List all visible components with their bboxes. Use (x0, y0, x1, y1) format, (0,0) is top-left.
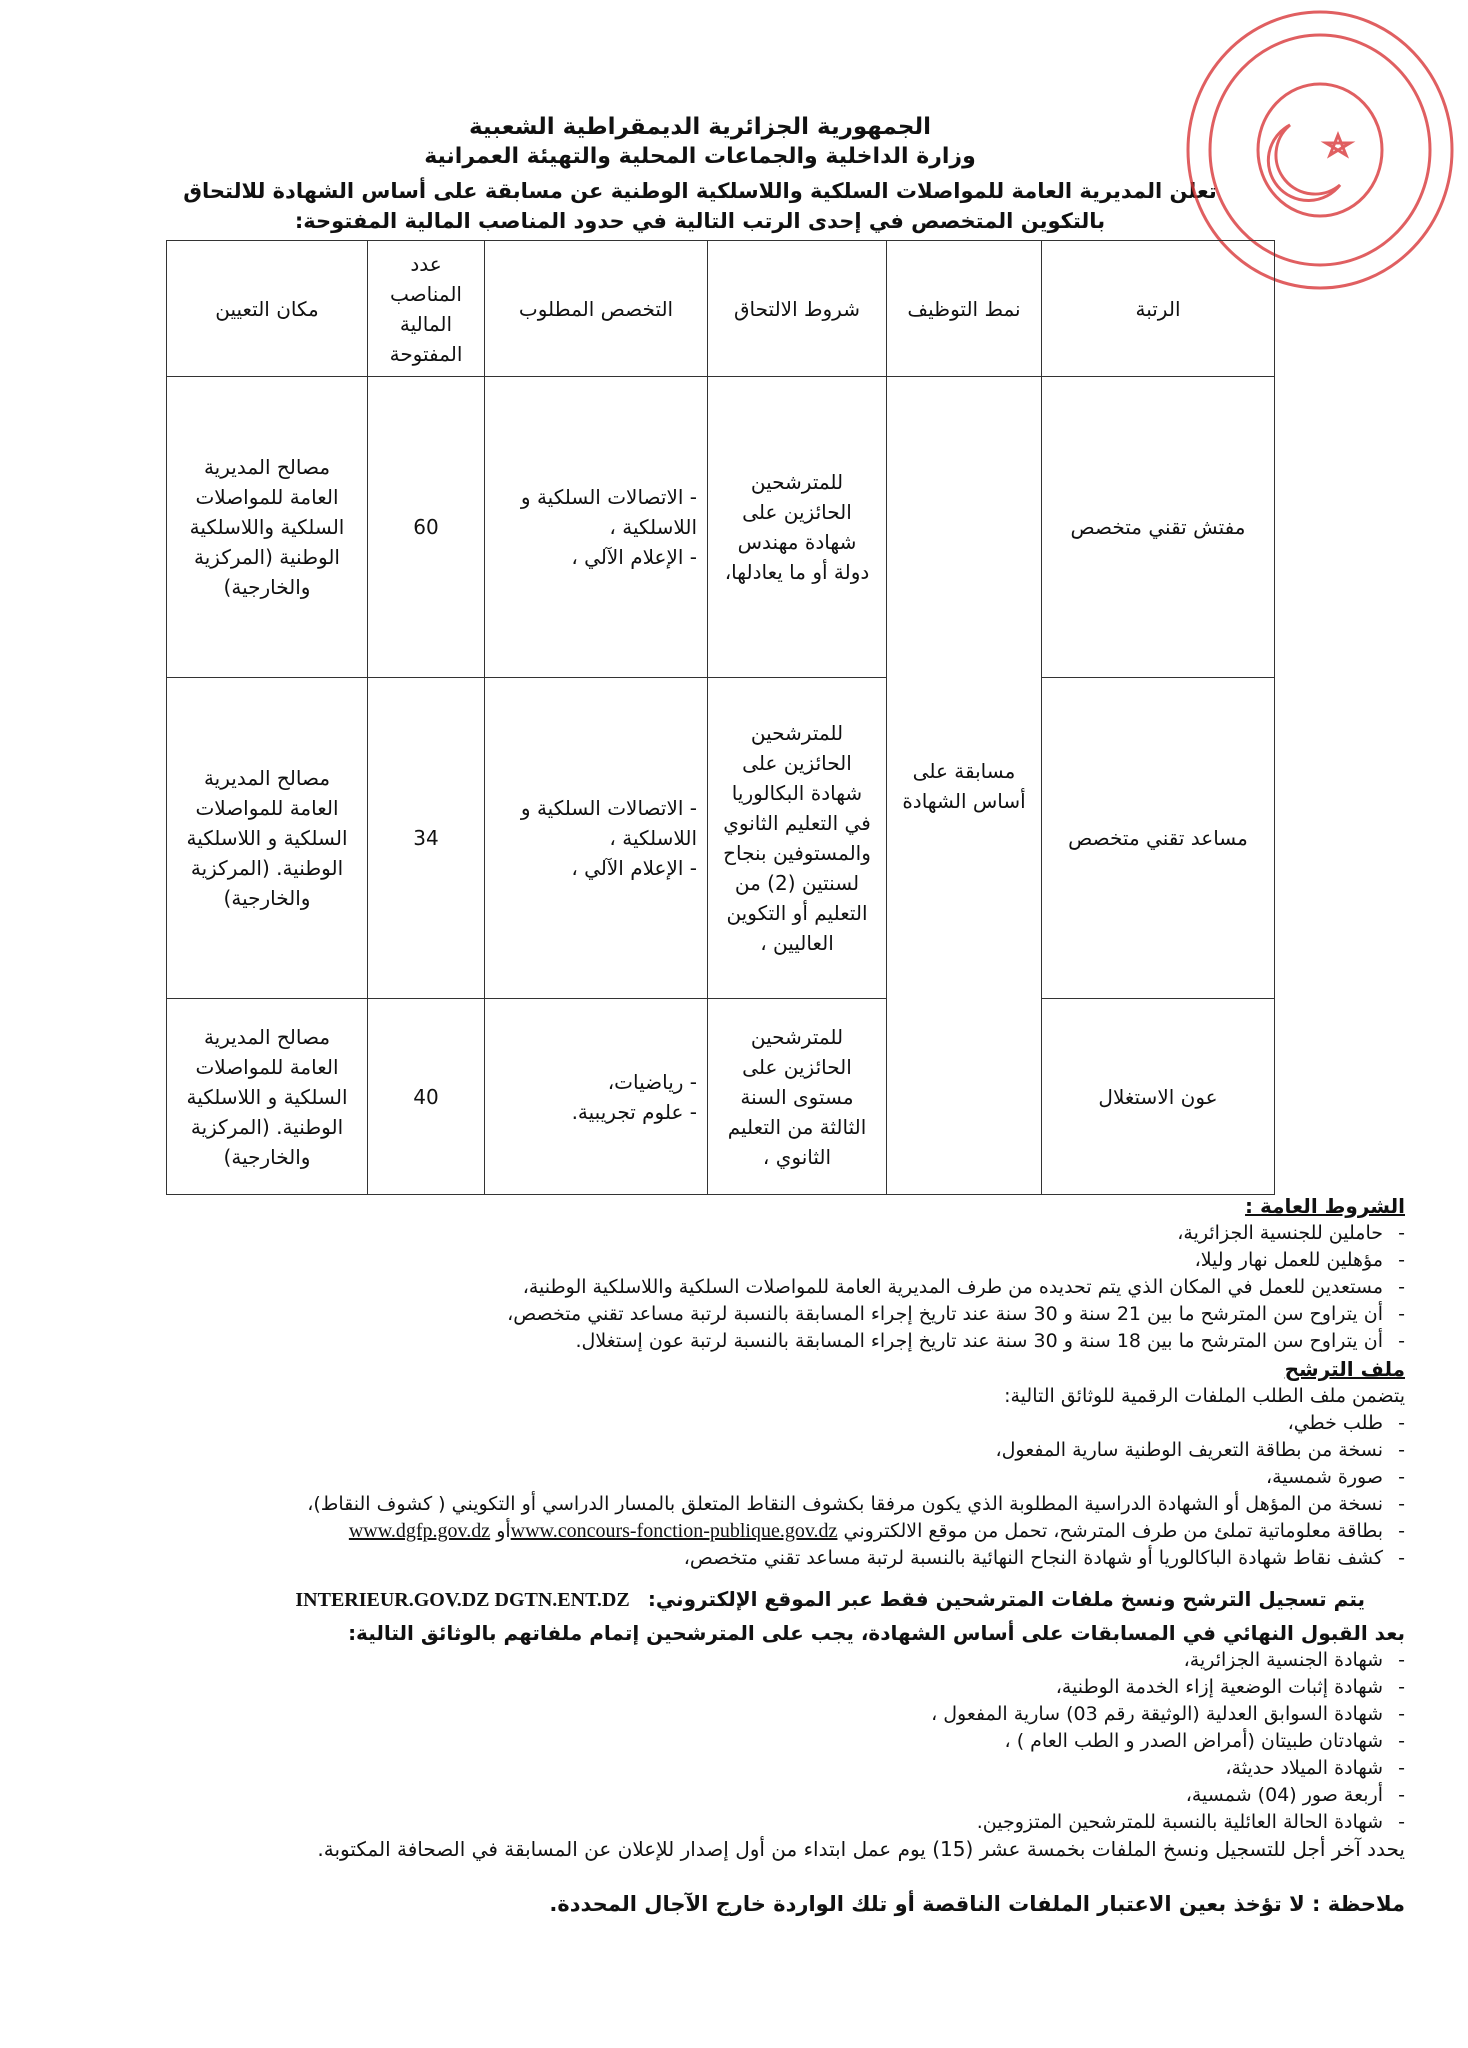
specialty-item: - الإعلام الآلي ، (571, 545, 697, 569)
header-place: مكان التعيين (167, 241, 368, 377)
list-item: - حاملين للجنسية الجزائرية، (150, 1220, 1383, 1247)
specialty-item: - الاتصالات السلكية و اللاسلكية ، (520, 796, 697, 850)
list-item: - شهادة الحالة العائلية بالنسبة للمترشحين المتزوجين. (150, 1809, 1383, 1836)
conditions-cell: للمترشحين الحائزين على شهادة البكالوريا في التعليم الثانوي والمستوفين بنجاح لسنتين (2) من التعليم أو التكوين العاليين ، (708, 678, 887, 999)
list-item: - شهادة السوابق العدلية (الوثيقة رقم 03) سارية المفعول ، (150, 1701, 1383, 1728)
header-mode: نمط التوظيف (887, 241, 1042, 377)
conditions-cell: للمترشحين الحائزين على شهادة مهندس دولة أو ما يعادلها، (708, 377, 887, 678)
specialty-item: - علوم تجريبية. (571, 1099, 697, 1124)
registration-site[interactable]: INTERIEUR.GOV.DZ DGTN.ENT.DZ (295, 1589, 630, 1611)
list-item: - أن يتراوح سن المترشح ما بين 18 سنة و 30 سنة عند تاريخ إجراء المسابقة بالنسبة لرتبة عون إستغلال. (150, 1328, 1383, 1355)
table-row (167, 377, 1275, 678)
general-conditions (150, 1192, 1405, 1355)
conditions-cell: للمترشحين الحائزين على مستوى السنة الثالثة من التعليم الثانوي ، (708, 999, 887, 1195)
final-documents (150, 1620, 1405, 1863)
body-text (150, 1192, 1405, 1918)
header-announcement-cont: بالتكوين المتخصص في إحدى الرتب التالية في حدود المناصب المالية المفتوحة: (294, 209, 1106, 233)
form-item-text: بطاقة معلوماتية تملئ من طرف المترشح، تحمل من موقع الالكتروني (843, 1520, 1383, 1542)
specialty-cell (485, 377, 708, 678)
list-item: - مؤهلين للعمل نهار وليلا، (150, 1247, 1383, 1274)
concours-link[interactable]: www.concours-fonction-publique.gov.dz (510, 1520, 838, 1542)
positions-table (166, 240, 1275, 1195)
table-header-row (167, 241, 1275, 377)
list-item: - شهادة الجنسية الجزائرية، (150, 1647, 1383, 1674)
table-row (167, 999, 1275, 1195)
header-specialty: التخصص المطلوب (485, 241, 708, 377)
place-cell: مصالح المديرية العامة للمواصلات السلكية واللاسلكية الوطنية (المركزية والخارجية) (167, 377, 368, 678)
rank-cell: مفتش تقني متخصص (1042, 377, 1275, 678)
header-announcement: تعلن المديرية العامة للمواصلات السلكية واللاسلكية الوطنية عن مسابقة على أساس الشهادة للالتحاق (183, 179, 1217, 203)
place-cell: مصالح المديرية العامة للمواصلات السلكية و اللاسلكية الوطنية. (المركزية والخارجية) (167, 678, 368, 999)
rank-cell: عون الاستغلال (1042, 999, 1275, 1195)
or-text: أو (496, 1520, 511, 1542)
deadline-text: يحدد آخر أجل للتسجيل ونسخ الملفات بخمسة عشر (15) يوم عمل ابتداء من أول إصدار للإعلان عن المسابقة في الصحافة المكتوبة. (317, 1837, 1405, 1861)
list-item: - أربعة صور (04) شمسية، (150, 1782, 1383, 1809)
list-item: - شهادتان طبيتان (أمراض الصدر و الطب العام ) ، (150, 1728, 1383, 1755)
application-file (150, 1355, 1405, 1572)
list-item: - صورة شمسية، (150, 1464, 1383, 1491)
header-republic: الجمهورية الجزائرية الديمقراطية الشعبية (468, 114, 932, 140)
list-item: - نسخة من بطاقة التعريف الوطنية سارية المفعول، (150, 1437, 1383, 1464)
specialty-item: - الاتصالات السلكية و اللاسلكية ، (520, 485, 697, 539)
rank-cell: مساعد تقني متخصص (1042, 678, 1275, 999)
table-row (167, 678, 1275, 999)
header-conditions: شروط الالتحاق (708, 241, 887, 377)
list-item: - شهادة الميلاد حديثة، (150, 1755, 1383, 1782)
list-item: - طلب خطي، (150, 1410, 1383, 1437)
header (180, 112, 1220, 236)
specialty-cell (485, 678, 708, 999)
registration-line (150, 1586, 1405, 1614)
note: ملاحظة : لا تؤخذ بعين الاعتبار الملفات الناقصة أو تلك الواردة خارج الآجال المحددة. (549, 1892, 1405, 1916)
specialty-item: - الإعلام الآلي ، (571, 856, 697, 880)
specialty-cell (485, 999, 708, 1195)
list-item: - أن يتراوح سن المترشح ما بين 21 سنة و 30 سنة عند تاريخ إجراء المسابقة بالنسبة لرتبة مساعد تقني متخصص، (150, 1301, 1383, 1328)
specialty-item: - رياضيات، (607, 1069, 697, 1094)
list-item (150, 1518, 1383, 1545)
place-cell: مصالح المديرية العامة للمواصلات السلكية و اللاسلكية الوطنية. (المركزية والخارجية) (167, 999, 368, 1195)
final-title: بعد القبول النهائي في المسابقات على أساس الشهادة، يجب على المترشحين إتمام ملفاتهم بالوثائق التالية: (348, 1621, 1405, 1645)
header-rank: الرتبة (1042, 241, 1275, 377)
general-conditions-title: الشروط العامة : (1245, 1194, 1405, 1218)
mode-cell: مسابقة على أساس الشهادة (887, 377, 1042, 1195)
list-item: - مستعدين للعمل في المكان الذي يتم تحديده من طرف المديرية العامة للمواصلات السلكية واللاسلكية الوطنية، (150, 1274, 1383, 1301)
header-count: عدد المناصب المالية المفتوحة (368, 241, 485, 377)
dgfp-link[interactable]: www.dgfp.gov.dz (348, 1520, 491, 1542)
registration-text: يتم تسجيل الترشح ونسخ ملفات المترشحين فقط عبر الموقع الإلكتروني: (647, 1587, 1365, 1611)
file-title: ملف الترشح (1284, 1357, 1405, 1381)
list-item: - شهادة إثبات الوضعية إزاء الخدمة الوطنية، (150, 1674, 1383, 1701)
list-item: - نسخة من المؤهل أو الشهادة الدراسية المطلوبة الذي يكون مرفقا بكشوف النقاط المتعلق بالمسار الدراسي أو التكويني ( كشوف النقاط)، (150, 1491, 1383, 1518)
file-intro: يتضمن ملف الطلب الملفات الرقمية للوثائق التالية: (1004, 1385, 1405, 1407)
count-cell: 60 (368, 377, 485, 678)
count-cell: 40 (368, 999, 485, 1195)
count-cell: 34 (368, 678, 485, 999)
header-ministry: وزارة الداخلية والجماعات المحلية والتهيئة العمرانية (424, 144, 976, 169)
list-item: - كشف نقاط شهادة الباكالوريا أو شهادة النجاح النهائية بالنسبة لرتبة مساعد تقني متخصص، (150, 1545, 1383, 1572)
